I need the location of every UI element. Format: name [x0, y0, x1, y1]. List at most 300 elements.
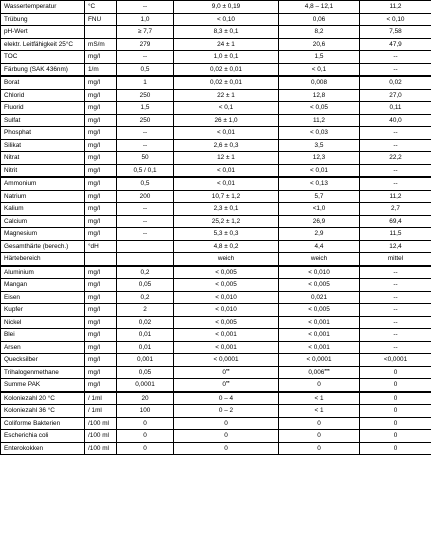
cell-value-a	[174, 1, 279, 14]
cell-text: Enterokokken	[4, 444, 44, 452]
cell-unit	[85, 379, 117, 392]
cell-text: --	[393, 166, 398, 174]
cell-parameter	[1, 13, 85, 26]
cell-text: 1,0	[140, 15, 150, 23]
cell-value-a	[174, 228, 279, 241]
cell-text: 7,58	[389, 28, 402, 36]
cell-value-a	[174, 379, 279, 392]
cell-value-a	[174, 38, 279, 51]
cell-text: pH-Wert	[4, 28, 28, 36]
cell-limit	[117, 76, 174, 89]
cell-text: mg/l	[88, 281, 101, 289]
cell-text: --	[393, 141, 398, 149]
cell-text: < 0,001	[308, 318, 330, 326]
table-row	[1, 177, 431, 190]
cell-text: 0	[143, 419, 147, 427]
cell-limit	[117, 51, 174, 64]
cell-unit	[85, 102, 117, 115]
cell-text: mg/l	[88, 381, 101, 389]
cell-value-a	[174, 266, 279, 279]
cell-text: --	[393, 65, 398, 73]
cell-text: mg/l	[88, 268, 101, 276]
cell-value-a	[174, 139, 279, 152]
cell-text: 0	[393, 394, 398, 402]
cell-limit	[117, 1, 174, 14]
cell-value-b	[279, 366, 360, 379]
cell-text: 0,0001	[135, 381, 155, 389]
cell-value-b	[279, 127, 360, 140]
table-row	[1, 266, 431, 279]
table-row	[1, 240, 431, 253]
cell-text: Trihalogenmethane	[4, 368, 59, 376]
cell-text: < 0,10	[217, 15, 235, 23]
cell-text: Calcium	[4, 217, 28, 225]
cell-unit	[85, 316, 117, 329]
table-row	[1, 291, 431, 304]
cell-value-a	[174, 392, 279, 405]
table-row	[1, 102, 431, 115]
cell-text: elektr. Leitfähigkeit 25°C	[4, 40, 73, 48]
cell-value-a	[174, 279, 279, 292]
table-row	[1, 114, 431, 127]
cell-text: mg/l	[88, 356, 101, 364]
cell-text: < 0,001	[308, 343, 330, 351]
cell-value-b	[279, 354, 360, 367]
cell-text: < 0,0001	[306, 356, 332, 364]
cell-value-a	[174, 177, 279, 190]
cell-text: 22,2	[389, 154, 402, 162]
cell-value-c	[360, 127, 431, 140]
cell-text: 50	[141, 154, 149, 162]
cell-value-c	[360, 279, 431, 292]
cell-value-c	[360, 51, 431, 64]
cell-text: mg/l	[88, 180, 101, 188]
table-body	[1, 1, 431, 455]
cell-text: < 0,005	[215, 268, 237, 276]
cell-limit	[117, 240, 174, 253]
cell-text: 11,5	[389, 230, 402, 238]
cell-text: °dH	[88, 242, 99, 250]
cell-text: < 0,01	[217, 180, 235, 188]
cell-value-c	[360, 379, 431, 392]
cell-value-c	[360, 392, 431, 405]
cell-parameter	[1, 417, 85, 430]
cell-text: FNU	[88, 15, 102, 23]
cell-parameter	[1, 405, 85, 418]
cell-text: mg/l	[88, 230, 101, 238]
cell-text: 0,021	[311, 293, 327, 301]
cell-parameter	[1, 102, 85, 115]
cell-value-b	[279, 341, 360, 354]
cell-text: 27,0	[389, 91, 402, 99]
cell-text: 250	[139, 91, 151, 99]
cell-limit	[117, 417, 174, 430]
cell-limit	[117, 266, 174, 279]
cell-text: Koloniezahl 20 °C	[4, 394, 55, 402]
cell-value-a	[174, 190, 279, 203]
cell-text: / 1ml	[88, 407, 102, 415]
cell-text: 1,5	[314, 53, 324, 61]
cell-unit	[85, 51, 117, 64]
cell-text: Nickel	[4, 318, 22, 326]
cell-unit	[85, 341, 117, 354]
cell-value-c	[360, 26, 431, 39]
cell-unit	[85, 291, 117, 304]
cell-text: 2,6 ± 0,3	[213, 141, 239, 149]
cell-value-c	[360, 316, 431, 329]
cell-text: 3,5	[314, 141, 324, 149]
cell-parameter	[1, 190, 85, 203]
cell-text: Magnesium	[4, 230, 38, 238]
cell-text: Ammonium	[4, 180, 37, 188]
cell-value-a	[174, 127, 279, 140]
cell-value-a	[174, 253, 279, 266]
cell-unit	[85, 152, 117, 165]
cell-text: --	[393, 318, 398, 326]
cell-text: < 0,05	[310, 104, 328, 112]
cell-value-a	[174, 13, 279, 26]
cell-text: --	[142, 53, 148, 61]
cell-unit	[85, 215, 117, 228]
cell-value-a	[174, 442, 279, 455]
cell-text: Natrium	[4, 192, 27, 200]
cell-limit	[117, 89, 174, 102]
cell-value-c	[360, 177, 431, 190]
cell-text: 1,5	[140, 104, 150, 112]
cell-value-b	[279, 102, 360, 115]
cell-limit	[117, 114, 174, 127]
cell-text: Koloniezahl 36 °C	[4, 407, 55, 415]
cell-text: < 0,005	[215, 281, 237, 289]
cell-text: mg/l	[88, 91, 101, 99]
cell-text: Arsen	[4, 343, 21, 351]
cell-text: --	[142, 3, 148, 11]
cell-limit	[117, 102, 174, 115]
cell-value-b	[279, 279, 360, 292]
cell-value-b	[279, 26, 360, 39]
cell-text: 40,0	[389, 116, 402, 124]
cell-text: 4,8 – 12,1	[304, 3, 334, 11]
cell-unit	[85, 139, 117, 152]
cell-text: 20	[141, 394, 149, 402]
cell-parameter	[1, 76, 85, 89]
cell-limit	[117, 228, 174, 241]
cell-value-b	[279, 228, 360, 241]
cell-text: < 0,0001	[213, 356, 239, 364]
cell-text: 0	[393, 444, 398, 452]
cell-text: 0,5	[140, 180, 150, 188]
cell-limit	[117, 177, 174, 190]
cell-limit	[117, 279, 174, 292]
table-row	[1, 63, 431, 76]
cell-value-b	[279, 1, 360, 14]
cell-value-c	[360, 417, 431, 430]
cell-text: 24 ± 1	[217, 40, 235, 48]
table-row	[1, 203, 431, 216]
cell-text: 0 – 2	[218, 407, 234, 415]
cell-text: 0,001	[137, 356, 153, 364]
cell-text: 0	[224, 432, 228, 440]
cell-value-a	[174, 366, 279, 379]
cell-text: 12,8	[312, 91, 326, 99]
footnote-marker: **	[225, 367, 230, 373]
cell-value-c	[360, 405, 431, 418]
table-row	[1, 316, 431, 329]
cell-parameter	[1, 354, 85, 367]
table-row	[1, 405, 431, 418]
cell-text: 250	[139, 116, 151, 124]
cell-limit	[117, 329, 174, 342]
cell-value-c	[360, 430, 431, 443]
cell-text: mg/l	[88, 306, 101, 314]
cell-text: Summe PAK	[4, 381, 41, 389]
cell-unit	[85, 89, 117, 102]
cell-text: 200	[139, 192, 151, 200]
table-row	[1, 354, 431, 367]
cell-text: < 0,13	[310, 180, 328, 188]
cell-value-b	[279, 63, 360, 76]
cell-value-b	[279, 114, 360, 127]
cell-value-a	[174, 354, 279, 367]
cell-text: 5,7	[314, 192, 324, 200]
cell-text: 2,9	[314, 230, 324, 238]
cell-text: Trübung	[4, 15, 28, 23]
cell-text: 69,4	[389, 217, 402, 225]
cell-value-c	[360, 38, 431, 51]
cell-text: mg/l	[88, 205, 101, 213]
cell-limit	[117, 26, 174, 39]
cell-value-a	[174, 240, 279, 253]
cell-unit	[85, 240, 117, 253]
cell-text: 0	[222, 368, 226, 376]
cell-text: Silikat	[4, 141, 22, 149]
cell-value-c	[360, 253, 431, 266]
cell-text: <1,0	[312, 205, 326, 213]
cell-limit	[117, 379, 174, 392]
cell-unit	[85, 26, 117, 39]
cell-text: 2,7	[391, 205, 400, 213]
cell-text: 0,06	[312, 15, 326, 23]
cell-text: < 0,01	[217, 166, 235, 174]
cell-value-b	[279, 417, 360, 430]
cell-text: mg/l	[88, 104, 101, 112]
cell-limit	[117, 291, 174, 304]
cell-text: < 0,001	[215, 331, 237, 339]
cell-text: 0	[222, 381, 226, 389]
cell-value-c	[360, 240, 431, 253]
cell-value-b	[279, 89, 360, 102]
cell-text: < 0,005	[308, 281, 330, 289]
cell-limit	[117, 164, 174, 177]
cell-text: Nitrat	[4, 154, 20, 162]
cell-parameter	[1, 51, 85, 64]
cell-limit	[117, 38, 174, 51]
cell-text: 0,02	[389, 79, 402, 87]
cell-unit	[85, 366, 117, 379]
cell-text: 0,02 ± 0,01	[210, 65, 242, 73]
cell-value-c	[360, 266, 431, 279]
cell-limit	[117, 442, 174, 455]
cell-text: 0,11	[389, 104, 402, 112]
footnote-marker: **	[225, 380, 230, 386]
cell-parameter	[1, 366, 85, 379]
cell-parameter	[1, 266, 85, 279]
cell-limit	[117, 127, 174, 140]
cell-text: 11,2	[389, 3, 402, 11]
cell-limit	[117, 316, 174, 329]
cell-text: 8,3 ± 0,1	[213, 28, 239, 36]
cell-unit	[85, 417, 117, 430]
table-row	[1, 190, 431, 203]
cell-limit	[117, 139, 174, 152]
cell-text: 0	[393, 419, 398, 427]
cell-text: --	[393, 268, 398, 276]
cell-value-c	[360, 63, 431, 76]
cell-value-c	[360, 341, 431, 354]
cell-value-b	[279, 139, 360, 152]
cell-value-a	[174, 63, 279, 76]
table-row	[1, 228, 431, 241]
cell-text: Mangan	[4, 281, 28, 289]
cell-text: Aluminium	[4, 268, 34, 276]
cell-parameter	[1, 215, 85, 228]
cell-text: 1,0 ± 0,1	[213, 53, 239, 61]
cell-value-a	[174, 341, 279, 354]
cell-value-b	[279, 215, 360, 228]
cell-text: 0,008	[311, 79, 327, 87]
cell-text: Eisen	[4, 293, 20, 301]
cell-text: weich	[217, 255, 235, 263]
cell-text: 0	[393, 381, 398, 389]
cell-text: --	[393, 180, 398, 188]
cell-text: 0,2	[140, 268, 150, 276]
cell-unit	[85, 279, 117, 292]
cell-text: < 0,010	[308, 268, 330, 276]
cell-text: Coliforme Bakterien	[4, 419, 61, 427]
cell-value-a	[174, 291, 279, 304]
cell-text: Phosphat	[4, 129, 32, 137]
cell-value-b	[279, 405, 360, 418]
cell-unit	[85, 253, 117, 266]
table-row	[1, 152, 431, 165]
cell-value-b	[279, 304, 360, 317]
cell-value-a	[174, 51, 279, 64]
table-row	[1, 392, 431, 405]
cell-unit	[85, 405, 117, 418]
cell-text: 12,4	[389, 242, 402, 250]
cell-limit	[117, 341, 174, 354]
cell-text: --	[142, 217, 148, 225]
cell-text: 8,2	[314, 28, 324, 36]
table-row	[1, 51, 431, 64]
cell-text: mg/l	[88, 53, 101, 61]
cell-unit	[85, 354, 117, 367]
cell-text: mS/m	[88, 40, 105, 48]
cell-unit	[85, 203, 117, 216]
cell-parameter	[1, 316, 85, 329]
cell-text: 0	[143, 444, 147, 452]
cell-value-c	[360, 152, 431, 165]
table-row	[1, 442, 431, 455]
cell-text: --	[142, 129, 148, 137]
cell-text: 4,4	[314, 242, 324, 250]
cell-text: Nitrit	[4, 166, 18, 174]
cell-value-b	[279, 442, 360, 455]
cell-value-c	[360, 76, 431, 89]
cell-text: mg/l	[88, 154, 101, 162]
cell-parameter	[1, 291, 85, 304]
cell-text: < 0,010	[215, 293, 237, 301]
cell-text: --	[393, 306, 398, 314]
cell-value-b	[279, 392, 360, 405]
table-row	[1, 26, 431, 39]
cell-value-a	[174, 329, 279, 342]
cell-value-c	[360, 164, 431, 177]
cell-unit	[85, 329, 117, 342]
cell-text: 12 ± 1	[217, 154, 235, 162]
cell-text: --	[393, 293, 398, 301]
cell-text: mg/l	[88, 368, 101, 376]
cell-limit	[117, 215, 174, 228]
cell-value-c	[360, 228, 431, 241]
cell-value-a	[174, 164, 279, 177]
cell-text: < 0,1	[311, 65, 327, 73]
cell-text: 0,5	[140, 65, 150, 73]
cell-text: 47,9	[389, 40, 402, 48]
cell-value-a	[174, 304, 279, 317]
cell-value-a	[174, 76, 279, 89]
cell-unit	[85, 114, 117, 127]
cell-value-a	[174, 152, 279, 165]
cell-limit	[117, 63, 174, 76]
cell-text: / 1ml	[88, 394, 102, 402]
cell-text: Chlorid	[4, 91, 25, 99]
cell-value-c	[360, 13, 431, 26]
cell-unit	[85, 442, 117, 455]
cell-unit	[85, 13, 117, 26]
table-row	[1, 341, 431, 354]
cell-value-b	[279, 291, 360, 304]
cell-parameter	[1, 203, 85, 216]
cell-value-c	[360, 1, 431, 14]
cell-text: mg/l	[88, 141, 101, 149]
cell-limit	[117, 203, 174, 216]
table-row	[1, 329, 431, 342]
cell-text: < 0,10	[386, 15, 405, 23]
cell-text: 12,3	[312, 154, 326, 162]
cell-unit	[85, 430, 117, 443]
cell-text: --	[393, 331, 398, 339]
cell-text: 0,05	[138, 281, 152, 289]
cell-value-b	[279, 164, 360, 177]
cell-text: Färbung (SAK 436nm)	[4, 65, 68, 73]
table-row	[1, 89, 431, 102]
cell-unit	[85, 228, 117, 241]
cell-parameter	[1, 240, 85, 253]
cell-parameter	[1, 228, 85, 241]
cell-parameter	[1, 164, 85, 177]
table-row	[1, 417, 431, 430]
cell-text: Gesamthärte (berech.)	[4, 242, 69, 250]
cell-text: mg/l	[88, 217, 101, 225]
cell-text: mg/l	[88, 166, 101, 174]
cell-unit	[85, 304, 117, 317]
cell-text: Kalium	[4, 205, 24, 213]
cell-text: 100	[139, 407, 151, 415]
cell-text: Quecksilber	[4, 356, 38, 364]
cell-value-a	[174, 89, 279, 102]
cell-text: 0	[224, 444, 228, 452]
